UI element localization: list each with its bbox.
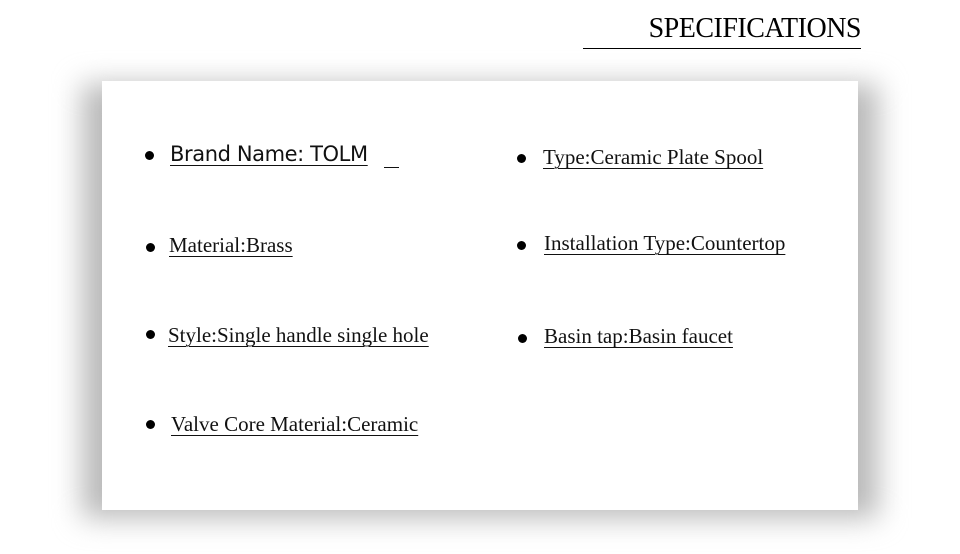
bullet-icon	[146, 330, 155, 339]
bullet-icon	[146, 420, 155, 429]
spec-basin-tap: Basin tap:Basin faucet	[544, 324, 733, 348]
bullet-icon	[145, 151, 154, 160]
spec-style: Style:Single handle single hole	[168, 323, 429, 347]
bullet-icon	[517, 154, 526, 163]
specifications-header	[583, 10, 861, 49]
bullet-icon	[517, 241, 526, 250]
spec-installation-type: Installation Type:Countertop	[544, 231, 786, 255]
brand-underline-extension	[384, 167, 399, 168]
spec-material: Material:Brass	[169, 233, 293, 257]
spec-brand-name: Brand Name: TOLM	[170, 142, 368, 166]
page-title: SPECIFICATIONS	[648, 13, 861, 44]
spec-valve-core-material: Valve Core Material:Ceramic	[171, 412, 419, 436]
bullet-icon	[518, 334, 527, 343]
spec-type: Type:Ceramic Plate Spool	[543, 145, 764, 169]
bullet-icon	[146, 243, 155, 252]
